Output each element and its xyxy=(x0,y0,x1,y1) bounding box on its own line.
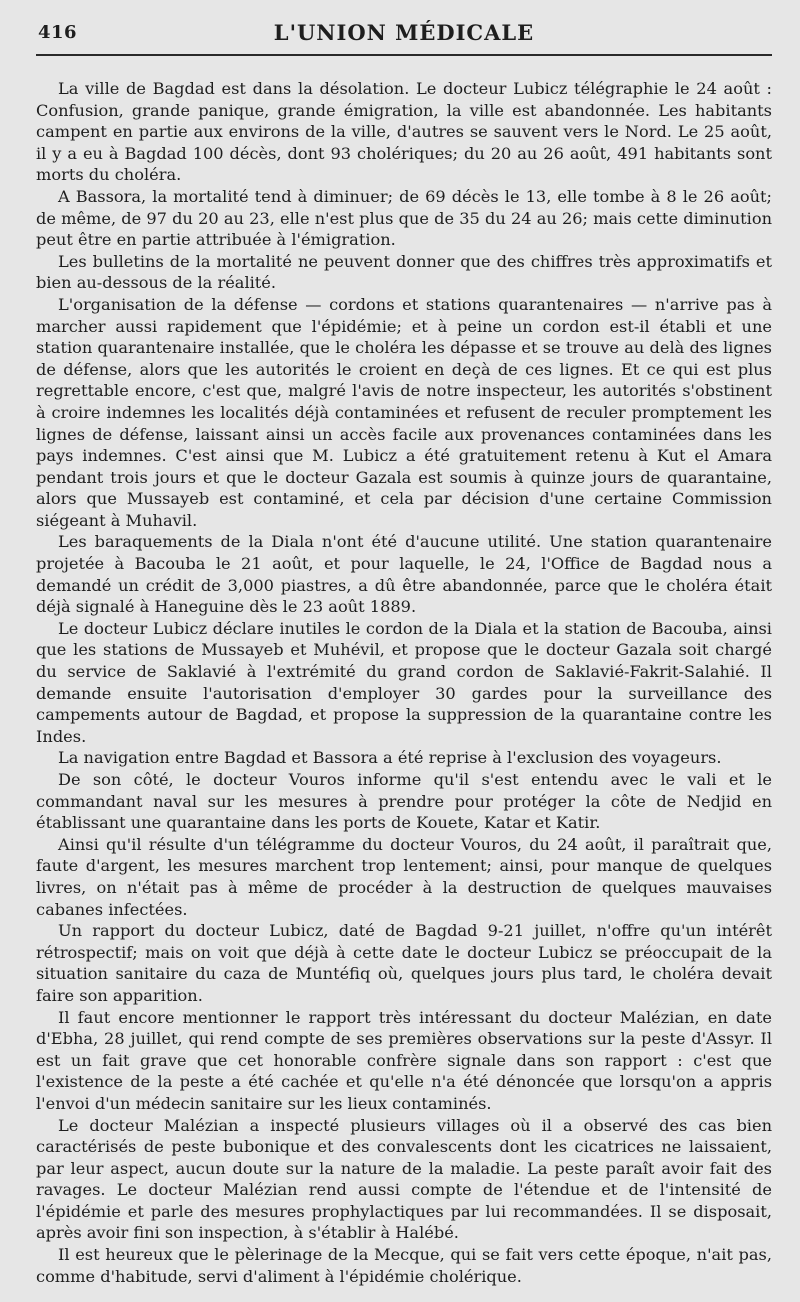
paragraph: L'organisation de la défense — cordons et stations quarantenaires — n'arrive pas à marcher aussi rapidement que l'épidémie; et à peine un cordon est-il établi et une station quarantenaire installée, que le choléra les dépasse et se trouve au delà des lignes de défense, alors que les autorités le croient en deçà de ces lignes. Et ce qui est plus regrettable encore, c'est que, malgré l'avis de notre inspecteur, les autorités s'obstinent à croire indemnes les localités déjà contaminées et refusent de reculer promptement les lignes de défense, laissant ainsi un accès facile aux provenances contaminées dans les pays indemnes. C'est ainsi que M. Lubicz a été gratuitement retenu à Kut el Amara pendant trois jours et que le docteur Gazala est soumis à quinze jours de quarantaine, alors que Mussayeb est contaminé, et cela par décision d'une certaine Commission siégeant à Muhavil. xyxy=(36,294,772,530)
paragraph: Ainsi qu'il résulte d'un télégramme du docteur Vouros, du 24 août, il paraîtrait que, faute d'argent, les mesures marchent trop lentement; ainsi, pour manque de quelques livres, on n'était pas à même de procéder à la destruction de quelques mauvaises cabanes infectées. xyxy=(36,834,772,919)
paragraph: Il est heureux que le pèlerinage de la Mecque, qui se fait vers cette époque, n'ait pas, comme d'habitude, servi d'aliment à l'épidémie cholérique. xyxy=(36,1245,772,1286)
running-head xyxy=(36,14,772,56)
paragraph: La ville de Bagdad est dans la désolation. Le docteur Lubicz télégraphie le 24 août : Confusion, grande panique, grande émigration, la ville est abandonnée. Les habitants campent en partie aux environs de la ville, d'autres se sauvent vers le Nord. Le 25 août, il y a eu à Bagdad 100 décès, dont 93 cholériques; du 20 au 26 août, 491 habitants sont morts du choléra. xyxy=(36,79,772,185)
article-body xyxy=(36,78,772,1287)
journal-title: L'UNION MÉDICALE xyxy=(273,20,535,45)
paragraph: Le docteur Lubicz déclare inutiles le cordon de la Diala et la station de Bacouba, ainsi que les stations de Mussayeb et Muhévil, et propose que le docteur Gazala soit chargé du service de Saklavié à l'extrémité du grand cordon de Saklavié-Fakrit-Salahié. Il demande ensuite l'autorisation d'employer 30 gardes pour la surveillance des campements autour de Bagdad, et propose la suppression de la quarantaine contre les Indes. xyxy=(36,618,772,746)
paragraph: Les baraquements de la Diala n'ont été d'aucune utilité. Une station quarantenaire projetée à Bacouba le 21 août, et pour laquelle, le 24, l'Office de Bagdad nous a demandé un crédit de 3,000 piastres, a dû être abandonnée, parce que le choléra était déjà signalé à Haneguine dès le 23 août 1889. xyxy=(36,532,772,617)
paragraph: Les bulletins de la mortalité ne peuvent donner que des chiffres très approximatifs et bien au-dessous de la réalité. xyxy=(36,251,772,293)
paragraph: Un rapport du docteur Lubicz, daté de Bagdad 9-21 juillet, n'offre qu'un intérêt rétrospectif; mais on voit que déjà à cette date le docteur Lubicz se préoccupait de la situation sanitaire du caza de Muntéfiq où, quelques jours plus tard, le choléra devait faire son apparition. xyxy=(36,921,772,1005)
paragraph: De son côté, le docteur Vouros informe qu'il s'est entendu avec le vali et le commandant naval sur les mesures à prendre pour protéger la côte de Nedjid en établissant une quarantaine dans les ports de Kouete, Katar et Katir. xyxy=(36,770,772,833)
paragraph: Le docteur Malézian a inspecté plusieurs villages où il a observé des cas bien caractérisés de peste bubonique et des convalescents dont les cicatrices ne laissaient, par leur aspect, aucun doute sur la nature de la maladie. La peste paraît avoir fait des ravages. Le docteur Malézian rend aussi compte de l'étendue et de l'intensité de l'épidémie et parle des mesures prophylactiques par lui recommandées. Il se disposait, après avoir fini son inspection, à s'établir à Halébé. xyxy=(36,1115,772,1243)
paragraph: La navigation entre Bagdad et Bassora a été reprise à l'exclusion des voyageurs. xyxy=(58,748,722,768)
page-number: 416 xyxy=(38,22,78,43)
paragraph: A Bassora, la mortalité tend à diminuer; de 69 décès le 13, elle tombe à 8 le 26 août; de même, de 97 du 20 au 23, elle n'est plus que de 35 du 24 au 26; mais cette diminution peut être en partie attribuée à l'émigration. xyxy=(36,186,772,250)
paragraph: Il faut encore mentionner le rapport très intéressant du docteur Malézian, en date d'Ebha, 28 juillet, qui rend compte de ses premières observations sur la peste d'Assyr. Il est un fait grave que cet honorable confrère signale dans son rapport : c'est que l'existence de la peste a été cachée et qu'elle n'a été dénoncée que lorsqu'on a appris l'envoi d'un médecin sanitaire sur les lieux contaminés. xyxy=(36,1007,772,1113)
